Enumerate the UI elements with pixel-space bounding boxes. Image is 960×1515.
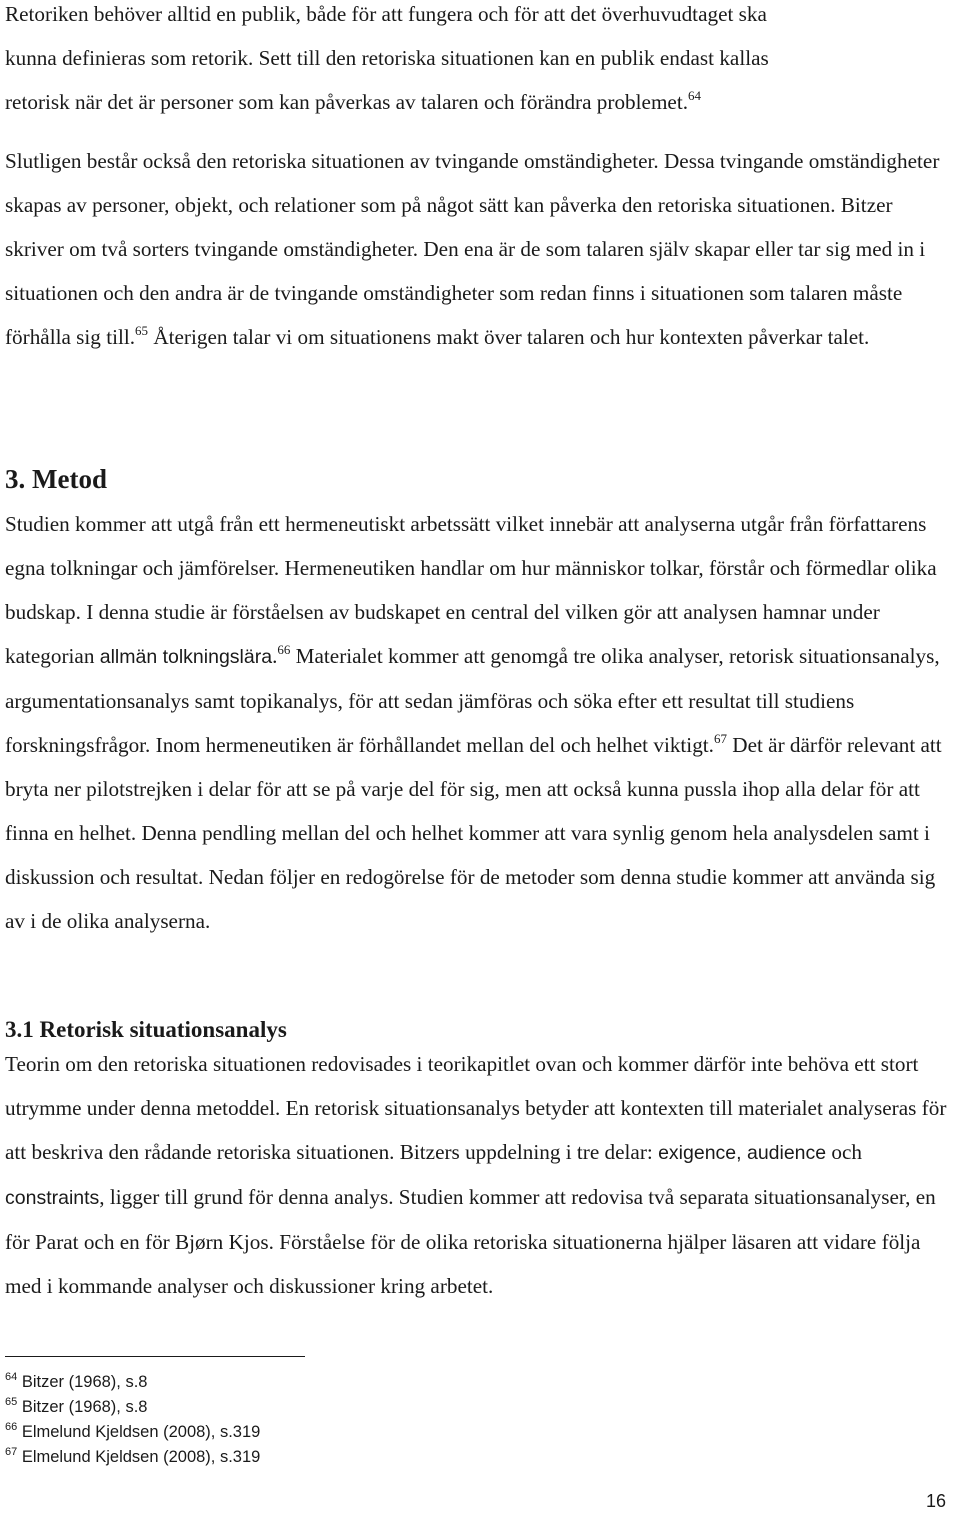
footnote-67 xyxy=(5,1445,705,1470)
text-run: Det är därför relevant att bryta ner pilotstrejken i delar för att se på varje del för sig, men att också kunna pussla ihop alla delar för att finna en helhet. Denna pendling mellan del och helhet kommer att vara synlig genom hela analysdelen samt i diskussion och resultat. Nedan följer en redogörelse för de metoder som denna studie kommer att använda sig av i de olika analyserna. xyxy=(5,733,942,933)
text-run: Återigen talar vi om situationens makt över talaren och hur kontexten påverkar talet. xyxy=(148,325,870,349)
term-allman-tolkningslara: allmän tolkningslära xyxy=(99,646,273,668)
text-run: Materialet kommer att genomgå tre olika analyser, retorisk situationsanalys, argumentationsanalys samt topikanalys, för att sedan jämföras och söka efter ett resultat till studiens forskningsfrågor. Inom hermeneutiken är förhållandet mellan del och helhet viktigt. xyxy=(5,644,940,757)
footnote-number: 67 xyxy=(5,1446,18,1458)
text-run: Studien kommer att utgå från ett hermeneutiskt arbetssätt vilket innebär att analyserna utgår från författarens egna tolkningar och jämförelser. Hermeneutiken handlar om hur människor tolkar, förstår och förmedlar olika budskap. I denna studie är förståelsen av budskapet en central del vilken gör att analysen hamnar under kategorian xyxy=(5,512,937,668)
footnote-separator xyxy=(5,1356,305,1357)
footnotes xyxy=(5,1370,705,1470)
text-run: , ligger till grund för denna analys. Studien kommer att redovisa två separata situationsanalyser, en för Parat och en för Bjørn Kjos. Förståelse för de olika retoriska situationerna hjälper läsaren att vidare följa med i kommande analyser och diskussioner kring arbetet. xyxy=(5,1185,936,1298)
footnote-ref-66: 66 xyxy=(277,642,291,657)
paragraph-audience xyxy=(5,0,955,124)
footnote-66 xyxy=(5,1420,705,1445)
paragraph-metod xyxy=(5,502,960,943)
paragraph-constraints xyxy=(5,139,955,359)
footnote-64 xyxy=(5,1370,705,1395)
footnote-65 xyxy=(5,1395,705,1420)
text-run: Teorin om den retoriska situationen redovisades i teorikapitlet ovan och kommer därför inte behöva ett stort utrymme under denna metoddel. En retorisk situationsanalys betyder att kontexten till materialet analyseras för att beskriva den rådande retoriska situationen. Bitzers uppdelning i tre delar: xyxy=(5,1052,947,1164)
footnote-text: Bitzer (1968), s.8 xyxy=(21,1398,148,1416)
section-heading-retorisk-situationsanalys: 3.1 Retorisk situationsanalys xyxy=(5,1017,287,1042)
page-number: 16 xyxy=(925,1491,946,1511)
text-run: Slutligen består också den retoriska situationen av tvingande omständigheter. Dessa tvingande omständigheter skapas av personer, objekt, och relationer som på något sätt kan påverka den retoriska situationen. Bitzer skriver om två sorters tvingande omständigheter. Den ena är de som talaren själv skapar eller tar sig med in i situationen och den andra är de tvingande omständigheter som redan finns i situationen som talaren måste förhålla sig till. xyxy=(5,149,940,349)
footnote-ref-64: 64 xyxy=(688,88,702,103)
text-line xyxy=(5,80,955,124)
footnote-number: 65 xyxy=(5,1396,18,1408)
paragraph-situationsanalys xyxy=(5,1042,955,1308)
footnote-text: Elmelund Kjeldsen (2008), s.319 xyxy=(21,1448,261,1466)
footnote-ref-65: 65 xyxy=(135,323,149,338)
footnote-number: 64 xyxy=(5,1371,18,1383)
text-run: . xyxy=(272,644,278,668)
footnote-text: Bitzer (1968), s.8 xyxy=(21,1373,148,1391)
term-exigence-audience: exigence, audience xyxy=(658,1142,827,1164)
term-constraints: constraints xyxy=(5,1187,100,1209)
footnote-number: 66 xyxy=(5,1421,18,1433)
text-run: och xyxy=(826,1140,863,1164)
text-run: retorisk när det är personer som kan påverkas av talaren och förändra problemet. xyxy=(5,90,689,114)
text-line: kunna definieras som retorik. Sett till den retoriska situationen kan en publik endast kallas xyxy=(5,46,769,70)
footnote-ref-67: 67 xyxy=(713,731,727,746)
footnote-text: Elmelund Kjeldsen (2008), s.319 xyxy=(21,1423,261,1441)
text-line: Retoriken behöver alltid en publik, både för att fungera och för att det överhuvudtaget ska xyxy=(5,2,767,26)
section-heading-metod: 3. Metod xyxy=(5,464,107,494)
